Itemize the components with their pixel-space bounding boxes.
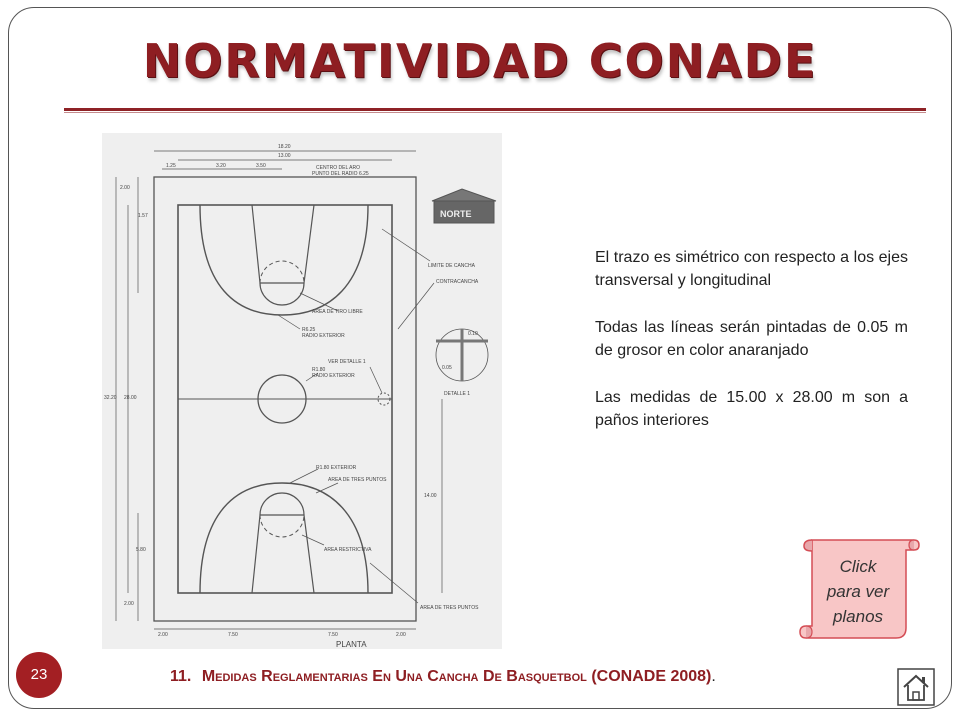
page-title: NORMATIVIDAD CONADE bbox=[142, 34, 818, 88]
court-plan-svg bbox=[102, 133, 502, 649]
caption-tail: . bbox=[711, 668, 716, 685]
caption-text: Medidas Reglamentarias En Una Cancha De Basquetbol bbox=[201, 668, 587, 685]
bottom-three-point-arc bbox=[200, 483, 368, 593]
bottom-key bbox=[252, 515, 314, 593]
page-number-badge: 23 bbox=[16, 652, 62, 698]
bottom-free-throw-dashed bbox=[260, 515, 304, 537]
button-label-line2: para ver bbox=[826, 582, 890, 601]
dim-top-3: 3.20 bbox=[216, 163, 226, 169]
dim-bottom-2: 7.50 bbox=[328, 632, 338, 638]
dim-bottom-0: 2.00 bbox=[158, 632, 168, 638]
dim-side-1: 1.57 bbox=[138, 213, 148, 219]
top-key bbox=[252, 205, 314, 283]
label-radio-exterior: RADIO EXTERIOR bbox=[302, 333, 345, 339]
leader-tres bbox=[316, 483, 338, 493]
title-rule bbox=[64, 108, 926, 111]
label-detalle-dim1: 0.10 bbox=[468, 331, 478, 337]
label-ver-detalle: VER DETALLE 1 bbox=[328, 359, 366, 365]
dim-top-4: 3.50 bbox=[256, 163, 266, 169]
ver-planos-label bbox=[812, 554, 904, 629]
label-r180: R1.80 bbox=[312, 367, 326, 373]
leader-restrictiva bbox=[302, 535, 324, 545]
dim-side-4: 14.00 bbox=[424, 493, 437, 499]
label-area-tres-puntos-bottom: AREA DE TRES PUNTOS bbox=[420, 605, 479, 611]
dim-top-2: 1.25 bbox=[166, 163, 176, 169]
home-button[interactable] bbox=[897, 668, 935, 706]
ver-planos-button[interactable] bbox=[798, 534, 920, 640]
title-rule-thin bbox=[64, 112, 926, 113]
label-centro-aro: CENTRO DEL ARO bbox=[316, 165, 360, 171]
dim-bottom-1: 7.50 bbox=[228, 632, 238, 638]
leader-r180-ext bbox=[290, 469, 318, 483]
description-paragraph: Las medidas de 15.00 x 28.00 m son a paños interiores bbox=[595, 389, 908, 429]
description-paragraph: Todas las líneas serán pintadas de 0.05 m de grosor en color anaranjado bbox=[595, 319, 908, 359]
leader-limite bbox=[382, 229, 430, 261]
top-free-throw-arc bbox=[260, 283, 304, 305]
figure-caption bbox=[170, 668, 716, 686]
button-label-line1: Click bbox=[839, 557, 877, 576]
label-punto-radio: PUNTO DEL RADIO 6.25 bbox=[312, 171, 369, 177]
dim-side-5: 5.80 bbox=[136, 547, 146, 553]
label-area-tiro-libre: AREA DE TIRO LIBRE bbox=[312, 309, 363, 315]
leader-detalle bbox=[370, 367, 382, 393]
dim-top-0: 18.20 bbox=[278, 144, 291, 150]
description-text bbox=[595, 246, 908, 456]
label-radio-625: R6.25 bbox=[302, 327, 316, 333]
label-area-restrictiva: AREA RESTRICTIVA bbox=[324, 547, 372, 553]
leader-radio bbox=[278, 315, 300, 329]
caption-source: (CONADE 2008) bbox=[591, 668, 712, 685]
label-planta: PLANTA bbox=[336, 640, 367, 649]
label-detalle: DETALLE 1 bbox=[444, 391, 471, 397]
label-area-tres-puntos: AREA DE TRES PUNTOS bbox=[328, 477, 387, 483]
label-norte: NORTE bbox=[440, 209, 472, 219]
dim-side-0: 2.00 bbox=[120, 185, 130, 191]
bottom-free-throw-arc bbox=[260, 493, 304, 515]
dim-top-1: 13.00 bbox=[278, 153, 291, 159]
north-roof-icon bbox=[432, 189, 496, 201]
dim-bottom-3: 2.00 bbox=[396, 632, 406, 638]
leader-tres-bottom bbox=[370, 563, 418, 603]
court-plan-drawing bbox=[102, 133, 502, 649]
dim-side-3: 28.00 bbox=[124, 395, 137, 401]
top-free-throw-dashed bbox=[260, 261, 304, 283]
label-contracancha: CONTRACANCHA bbox=[436, 279, 479, 285]
dim-side-2: 32.20 bbox=[104, 395, 117, 401]
button-label-line3: planos bbox=[832, 607, 884, 626]
description-paragraph: El trazo es simétrico con respecto a los ejes transversal y longitudinal bbox=[595, 249, 908, 289]
caption-number: 11. bbox=[170, 668, 192, 685]
dim-side-6: 2.00 bbox=[124, 601, 134, 607]
top-three-point-arc bbox=[200, 205, 368, 315]
home-icon bbox=[897, 668, 935, 706]
label-limite-cancha: LIMITE DE CANCHA bbox=[428, 263, 475, 269]
label-r180-exterior: R1.80 EXTERIOR bbox=[316, 465, 357, 471]
label-detalle-dim2: 0.05 bbox=[442, 365, 452, 371]
label-r180-radio-exterior: RADIO EXTERIOR bbox=[312, 373, 355, 379]
